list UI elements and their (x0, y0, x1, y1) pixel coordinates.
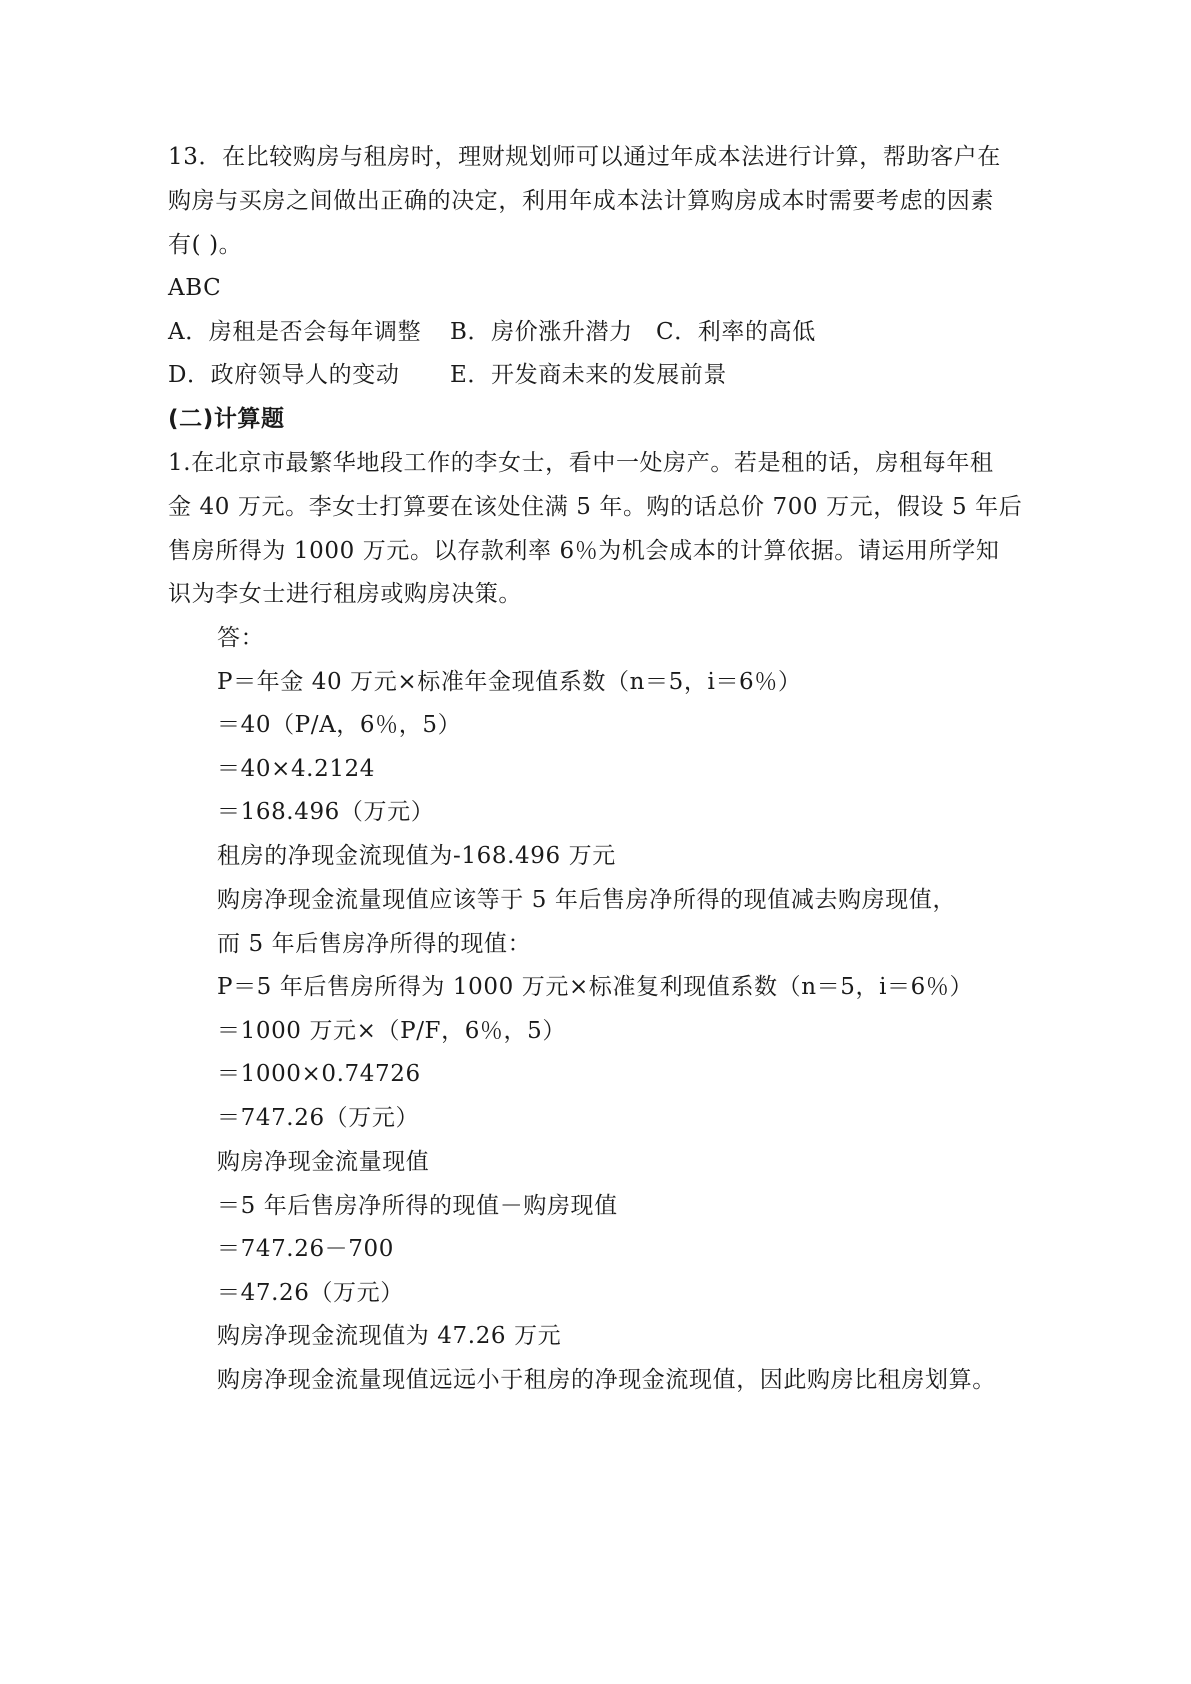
solution-line: 租房的净现金流现值为-168.496 万元 (217, 843, 616, 869)
problem-1-line-3: 售房所得为 1000 万元。以存款利率 6％为机会成本的计算依据。请运用所学知 (168, 538, 1000, 564)
section-title: (二)计算题 (168, 406, 285, 432)
option-d: D．政府领导人的变动 (168, 362, 400, 388)
solution-line: ＝747.26－700 (217, 1236, 394, 1262)
solution-line: 购房净现金流现值为 47.26 万元 (217, 1323, 562, 1349)
solution-line: 购房净现金流量现值应该等于 5 年后售房净所得的现值减去购房现值， (217, 887, 957, 913)
option-b: B．房价涨升潜力 (450, 319, 633, 345)
question-13-line-3: 有( )。 (168, 232, 243, 258)
solution-line: ＝40×4.2124 (217, 756, 376, 782)
solution-line: ＝1000 万元×（P/F，6％，5） (217, 1018, 566, 1044)
solution-line: 答： (217, 625, 265, 651)
problem-1-line-1: 1.在北京市最繁华地段工作的李女士，看中一处房产。若是租的话，房租每年租 (168, 450, 994, 476)
solution-line: 而 5 年后售房净所得的现值： (217, 931, 532, 957)
solution-line: ＝168.496（万元） (217, 799, 435, 825)
question-13-answer: ABC (168, 275, 222, 301)
option-e: E．开发商未来的发展前景 (450, 362, 727, 388)
question-13-line-2: 购房与买房之间做出正确的决定，利用年成本法计算购房成本时需要考虑的因素 (168, 188, 994, 214)
solution-line: ＝5 年后售房净所得的现值－购房现值 (217, 1193, 618, 1219)
problem-1-line-4: 识为李女士进行租房或购房决策。 (168, 581, 522, 607)
problem-1-line-2: 金 40 万元。李女士打算要在该处住满 5 年。购的话总价 700 万元，假设 5 年后 (168, 494, 1023, 520)
solution-line: ＝1000×0.74726 (217, 1061, 421, 1087)
solution-line: 购房净现金流量现值远远小于租房的净现金流现值，因此购房比租房划算。 (217, 1367, 996, 1393)
option-c: C．利率的高低 (656, 319, 816, 345)
solution-line: ＝747.26（万元） (217, 1105, 420, 1131)
question-13-line-1: 13．在比较购房与租房时，理财规划师可以通过年成本法进行计算，帮助客户在 (168, 144, 1001, 170)
solution-line: P＝年金 40 万元×标准年金现值系数（n＝5，i＝6％） (217, 669, 802, 695)
solution-line: 购房净现金流量现值 (217, 1149, 430, 1175)
solution-line: P＝5 年后售房所得为 1000 万元×标准复利现值系数（n＝5，i＝6％） (217, 974, 974, 1000)
solution-line: ＝47.26（万元） (217, 1280, 404, 1306)
solution-line: ＝40（P/A，6％，5） (217, 712, 462, 738)
option-a: A．房租是否会每年调整 (168, 319, 422, 345)
